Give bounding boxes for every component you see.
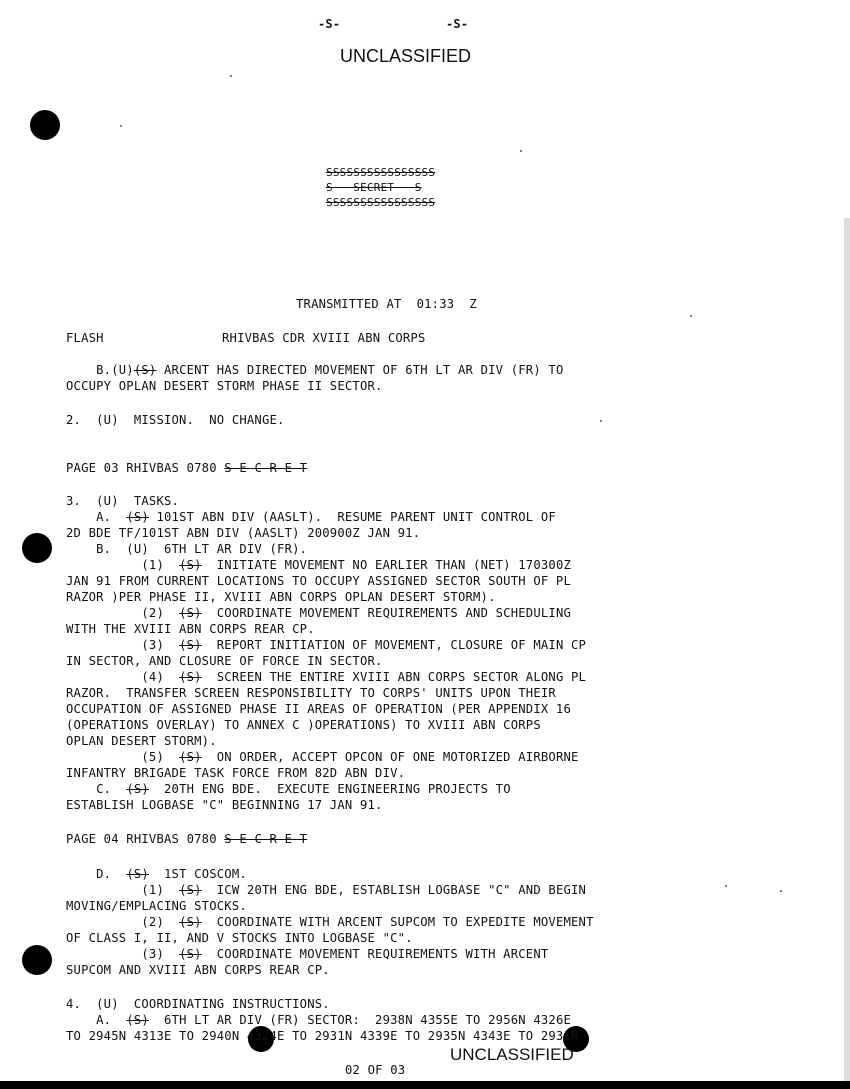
tasks-heading: 3. (U) TASKS. [66, 494, 180, 508]
secret-banner-line-1: SSSSSSSSSSSSSSSS [326, 166, 436, 179]
task-d3-line-2: SUPCOM AND XVIII ABN CORPS REAR CP. [66, 963, 330, 977]
task-a-line-1: A. (S) 101ST ABN DIV (AASLT). RESUME PARENT UNIT CONTROL OF [66, 510, 556, 524]
task-b2-line-1: (2) (S) COORDINATE MOVEMENT REQUIREMENTS AND SCHEDULING [66, 606, 572, 620]
punch-hole-bottom [22, 945, 52, 975]
speck [230, 75, 232, 77]
task-b-heading: B. (U) 6TH LT AR DIV (FR). [66, 542, 308, 556]
task-d2-line-1: (2) (S) COORDINATE WITH ARCENT SUPCOM TO EXPEDITE MOVEMENT [66, 915, 594, 929]
task-b4-line-3: OCCUPATION OF ASSIGNED PHASE II AREAS OF OPERATION (PER APPENDIX 16 [66, 702, 572, 716]
speck [725, 885, 727, 887]
secret-banner-line-3: SSSSSSSSSSSSSSSS [326, 196, 436, 209]
task-c-line-2: ESTABLISH LOGBASE "C" BEGINNING 17 JAN 91. [66, 798, 383, 812]
top-mark-right: -S- [446, 17, 469, 31]
mission-line: 2. (U) MISSION. NO CHANGE. [66, 413, 285, 427]
speck [120, 125, 122, 127]
task-d2-line-2: OF CLASS I, II, AND V STOCKS INTO LOGBASE "C". [66, 931, 413, 945]
punch-hole-top [30, 110, 60, 140]
page-count: 02 OF 03 [345, 1063, 406, 1077]
speck [520, 150, 522, 152]
secret-banner-line-2: S SECRET S [326, 181, 422, 194]
page-03-header: PAGE 03 RHIVBAS 0780 S E C R E T [66, 461, 308, 475]
task-d1-line-1: (1) (S) ICW 20TH ENG BDE, ESTABLISH LOGBASE "C" AND BEGIN [66, 883, 587, 897]
task-b5-line-2: INFANTRY BRIGADE TASK FORCE FROM 82D ABN DIV. [66, 766, 406, 780]
speck [690, 315, 692, 317]
task-b3-line-2: IN SECTOR, AND CLOSURE OF FORCE IN SECTOR. [66, 654, 383, 668]
task-b4-line-4: (OPERATIONS OVERLAY) TO ANNEX C )OPERATIONS) TO XVIII ABN CORPS [66, 718, 541, 732]
para-b-line-1: B.(U)(S) ARCENT HAS DIRECTED MOVEMENT OF 6TH LT AR DIV (FR) TO [66, 363, 564, 377]
para-b-line-2: OCCUPY OPLAN DESERT STORM PHASE II SECTOR. [66, 379, 383, 393]
task-d1-line-2: MOVING/EMPLACING STOCKS. [66, 899, 247, 913]
task-b5-line-1: (5) (S) ON ORDER, ACCEPT OPCON OF ONE MOTORIZED AIRBORNE [66, 750, 579, 764]
originator: RHIVBAS CDR XVIII ABN CORPS [222, 331, 426, 345]
coordinating-heading: 4. (U) COORDINATING INSTRUCTIONS. [66, 997, 330, 1011]
precedence: FLASH [66, 331, 104, 345]
task-b1-line-2: JAN 91 FROM CURRENT LOCATIONS TO OCCUPY ASSIGNED SECTOR SOUTH OF PL [66, 574, 572, 588]
task-b4-line-2: RAZOR. TRANSFER SCREEN RESPONSIBILITY TO CORPS' UNITS UPON THEIR [66, 686, 556, 700]
task-c-line-1: C. (S) 20TH ENG BDE. EXECUTE ENGINEERING PROJECTS TO [66, 782, 511, 796]
top-mark-left: -S- [318, 17, 341, 31]
punch-hole-middle [22, 533, 52, 563]
task-b1-line-1: (1) (S) INITIATE MOVEMENT NO EARLIER THAN (NET) 170300Z [66, 558, 572, 572]
task-a-line-2: 2D BDE TF/101ST ABN DIV (AASLT) 200900Z JAN 91. [66, 526, 421, 540]
page-04-header: PAGE 04 RHIVBAS 0780 S E C R E T [66, 832, 308, 846]
task-b1-line-3: RAZOR )PER PHASE II, XVIII ABN CORPS OPLAN DESERT STORM). [66, 590, 496, 604]
task-d-heading: D. (S) 1ST COSCOM. [66, 867, 247, 881]
transmitted-time: TRANSMITTED AT 01:33 Z [296, 297, 477, 311]
task-d3-line-1: (3) (S) COORDINATE MOVEMENT REQUIREMENTS WITH ARCENT [66, 947, 549, 961]
scan-edge-shadow [844, 0, 850, 1089]
speck [780, 890, 782, 892]
coord-a-line-2: TO 2945N 4313E TO 2940N 4324E TO 2931N 4339E TO 2935N 4343E TO 2931N [66, 1029, 579, 1043]
task-b4-line-1: (4) (S) SCREEN THE ENTIRE XVIII ABN CORPS SECTOR ALONG PL [66, 670, 587, 684]
classification-top: UNCLASSIFIED [340, 46, 472, 66]
task-b4-line-5: OPLAN DESERT STORM). [66, 734, 217, 748]
classification-bottom: UNCLASSIFIED [450, 1045, 574, 1064]
scan-bottom-edge [0, 1081, 850, 1089]
task-b2-line-2: WITH THE XVIII ABN CORPS REAR CP. [66, 622, 315, 636]
speck [600, 420, 602, 422]
coord-a-line-1: A. (S) 6TH LT AR DIV (FR) SECTOR: 2938N 4355E TO 2956N 4326E [66, 1013, 572, 1027]
task-b3-line-1: (3) (S) REPORT INITIATION OF MOVEMENT, CLOSURE OF MAIN CP [66, 638, 587, 652]
